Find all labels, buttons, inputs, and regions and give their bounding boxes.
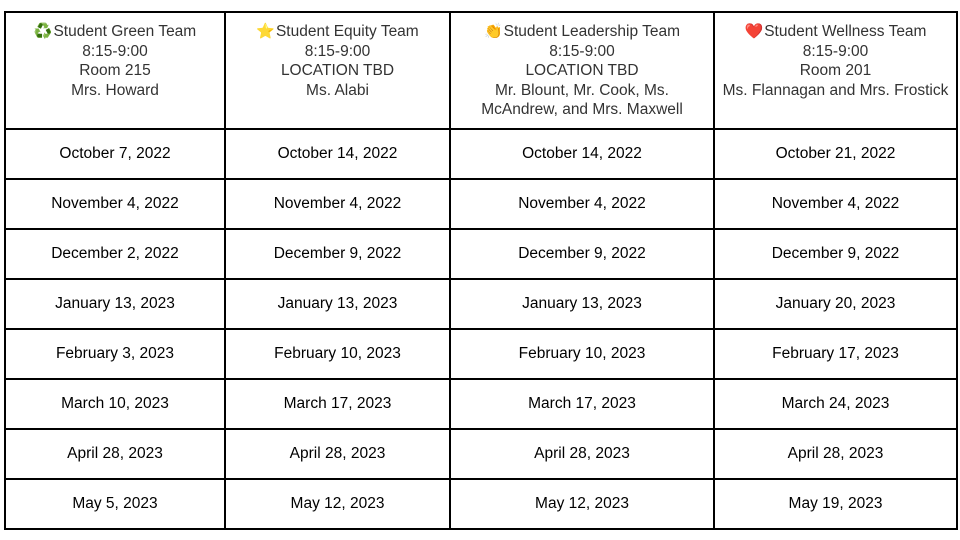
team-leaders: Mrs. Howard [71,81,159,99]
date-row [5,329,957,379]
team-header-green [5,12,225,129]
meeting-date: May 19, 2023 [714,479,957,529]
team-header-row [5,12,957,129]
meeting-date: February 10, 2023 [450,329,714,379]
team-header-equity [225,12,450,129]
recycle-icon: ♻️ [33,23,53,40]
clapping-hands-icon: 👏 [483,23,503,40]
date-row [5,479,957,529]
meeting-date: April 28, 2023 [5,429,225,479]
meeting-date: February 10, 2023 [225,329,450,379]
meeting-location: Room 215 [79,62,151,79]
meeting-date: April 28, 2023 [714,429,957,479]
meeting-date: May 12, 2023 [225,479,450,529]
meeting-date: October 7, 2022 [5,129,225,179]
star-icon: ⭐ [256,23,275,40]
meeting-date: January 20, 2023 [714,279,957,329]
meeting-date: November 4, 2022 [5,179,225,229]
meeting-time: 8:15-9:00 [549,42,615,60]
meeting-date: December 9, 2022 [225,229,450,279]
meeting-date: February 3, 2023 [5,329,225,379]
heart-icon: ❤️ [744,23,764,40]
team-name: Student Equity Team [275,23,419,40]
meeting-date: January 13, 2023 [5,279,225,329]
meeting-location: LOCATION TBD [280,62,395,79]
team-name: Student Leadership Team [503,23,681,40]
team-name: Student Wellness Team [764,23,927,40]
meeting-time: 8:15-9:00 [304,42,371,60]
date-row [5,129,957,179]
meeting-date: November 4, 2022 [225,179,450,229]
meeting-date: October 14, 2022 [450,129,714,179]
meeting-date: April 28, 2023 [450,429,714,479]
meeting-date: October 14, 2022 [225,129,450,179]
meeting-date: December 9, 2022 [450,229,714,279]
date-row [5,379,957,429]
team-header-wellness [714,12,957,129]
meeting-date: October 21, 2022 [714,129,957,179]
meeting-date: January 13, 2023 [225,279,450,329]
meeting-date: April 28, 2023 [225,429,450,479]
meeting-time: 8:15-9:00 [802,42,869,60]
team-leaders: Mr. Blount, Mr. Cook, Ms. McAndrew, and Mrs. Maxwell [481,81,683,118]
team-meeting-schedule-table [4,11,958,530]
meeting-date: January 13, 2023 [450,279,714,329]
meeting-location: Room 201 [799,62,872,79]
team-leaders: Ms. Flannagan and Mrs. Frostick [722,81,949,99]
meeting-date: March 24, 2023 [714,379,957,429]
meeting-date: March 17, 2023 [450,379,714,429]
meeting-location: LOCATION TBD [525,62,639,79]
date-row [5,229,957,279]
meeting-date: March 17, 2023 [225,379,450,429]
team-name: Student Green Team [53,23,197,40]
date-row [5,429,957,479]
meeting-time: 8:15-9:00 [82,42,148,60]
meeting-date: March 10, 2023 [5,379,225,429]
meeting-date: December 2, 2022 [5,229,225,279]
meeting-date: February 17, 2023 [714,329,957,379]
meeting-date: December 9, 2022 [714,229,957,279]
team-leaders: Ms. Alabi [306,81,369,99]
meeting-date: November 4, 2022 [714,179,957,229]
meeting-date: May 5, 2023 [5,479,225,529]
meeting-date: November 4, 2022 [450,179,714,229]
date-row [5,179,957,229]
meeting-date: May 12, 2023 [450,479,714,529]
date-row [5,279,957,329]
team-header-leadership [450,12,714,129]
